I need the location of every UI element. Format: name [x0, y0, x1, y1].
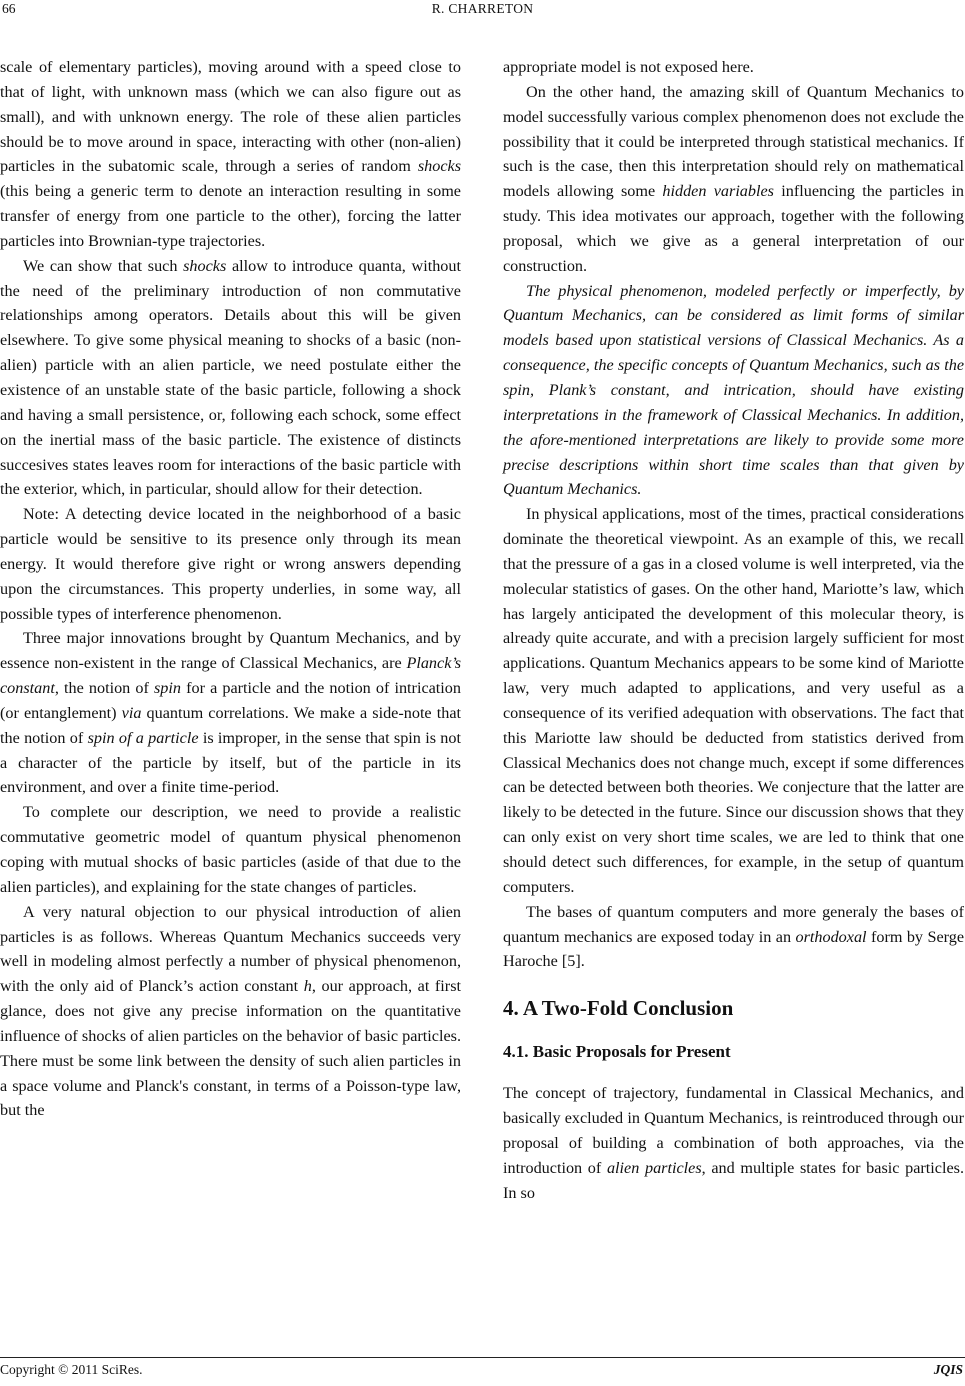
subsection-heading: 4.1. Basic Proposals for Present [503, 1042, 731, 1062]
running-author: R. CHARRETON [431, 1, 534, 16]
paragraph: We can show that such shocks allow to introduce quanta, without the need of the preliminary introduction of non commutative relationships among operators. Details about this will be given elsewhere. To give some physical meaning to shocks of a basic (non-alien) particle with an alien particle, we need postulate either the existence of an unstable state of the basic particle, following a shock and having a small persistence, or, following each schock, some effect on the inertial mass of the basic particle. The existence of distincts succesives states leaves room for interactions of the basic particle with the exterior, which, in particular, should allow for their detection. [0, 256, 461, 499]
paragraph: A very natural objection to our physical introduction of alien particles is as follows. Whereas Quantum Mechanics succeeds very well in modeling almost perfectly a number of physical phenomenon, with the only aid of Planck’s action constant h, our approach, at first glance, does not give any precise information on the quantitative influence of shocks of alien particles on the behavior of basic particles. There must be some link between the density of such alien particles in a space volume and Planck's constant, in terms of a Poisson-type law, but the [0, 902, 461, 1120]
copyright-notice: Copyright © 2011 SciRes. [0, 1362, 143, 1377]
paragraph: In physical applications, most of the times, practical considerations dominate the theoretical viewpoint. As an example of this, we recall that the pressure of a gas in a closed volume is well interpreted, via the molecular statistics of gases. On the other hand, Mariotte’s law, which has largely anticipated the development of this molecular theory, is already quite accurate, and with a precision largely sufficient for most applications. Quantum Mechanics appears to be some kind of Mariotte law, very much adapted to applications, and very useful as a consequence of its verified adequation with observations. The fact that this Mariotte law should be deducted from statistics derived from Classical Mechanics does not change much, except if some differences can be detected between both theories. We conjecture that the latter are likely to be detected in the future. Since our discussion shows that they can only exist on very short time scales, we are led to think that one should detect such differences, for example, in the setup of quantum computers. [503, 505, 964, 896]
journal-name: JQIS [933, 1362, 963, 1377]
page-footer [0, 1362, 965, 1382]
paragraph: The physical phenomenon, modeled perfectly or imperfectly, by Quantum Mechanics, can be considered as limit forms of similar models based upon statistical versions of Classical Mechanics. As a consequence, the specific concepts of Quantum Mechanics, such as the spin, Plank’s constant, and intrication, should have existing interpretations in the framework of Classical Mechanics. In addition, the afore-mentioned interpretations are likely to provide some more precise descriptions within short time scales than that given by Quantum Mechanics. [503, 281, 964, 499]
paragraph: appropriate model is not exposed here. [503, 58, 754, 76]
paragraph: The concept of trajectory, fundamental in Classical Mechanics, and basically excluded in Quantum Mechanics, is reintroduced through our proposal of building a combination of both approaches, via the introduction of alien particles, and multiple states for basic particles. In so [503, 1084, 964, 1202]
paragraph: scale of elementary particles), moving around with a speed close to that of light, with unknown mass (which we can also figure out as small), and with unknown energy. The role of these alien particles should be to move around in space, interacting with other (non-alien) particles in the subatomic scale, through a series of random shocks (this being a generic term to denote an interaction resulting in some transfer of energy from one particle to the other), forcing the latter particles into Brownian-type trajectories. [0, 58, 461, 250]
section-heading: 4. A Two-Fold Conclusion [503, 996, 734, 1021]
paragraph: To complete our description, we need to provide a realistic commutative geometric model of quantum physical phenomenon coping with mutual shocks of basic particles (aside of that due to the alien particles), and explaining for the state changes of particles. [0, 803, 461, 896]
paragraph: Three major innovations brought by Quantum Mechanics, and by essence non-existent in the range of Classical Mechanics, are Planck’s constant, the notion of spin for a particle and the notion of intrication (or entanglement) via quantum correlations. We make a side-note that the notion of spin of a particle is improper, in the sense that spin is not a character of the particle by itself, but of the particle in its environment, and over a finite time-period. [0, 629, 461, 797]
page-number: 66 [2, 1, 16, 16]
right-column [503, 55, 964, 1205]
footer-rule [0, 1357, 965, 1358]
paragraph: Note: A detecting device located in the neighborhood of a basic particle would be sensitive to its presence only through its mean energy. It would therefore give right or wrong answers depending upon the circumstances. This property underlies, in some way, all possible types of interference phenomenon. [0, 505, 461, 623]
paragraph: The bases of quantum computers and more generaly the bases of quantum mechanics are exposed today in an orthodoxal form by Serge Haroche [5]. [503, 902, 965, 971]
left-column [0, 55, 461, 1123]
paragraph: On the other hand, the amazing skill of Quantum Mechanics to model successfully various complex phenomenon does not exclude the possibility that it could be interpreted through statistical mechanics. If such is the case, then this interpretation should rely on mathematical models allowing some hidden variables influencing the particles in study. This idea motivates our approach, together with the following proposal, which we give as a general interpretation of our construction. [503, 82, 964, 275]
running-header [0, 0, 965, 22]
